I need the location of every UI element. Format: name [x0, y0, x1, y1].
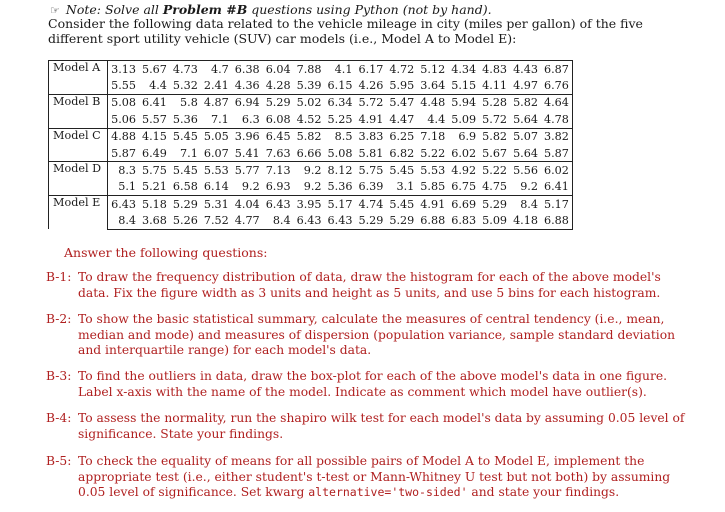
table-cell: 6.9 — [448, 128, 479, 145]
table-cell: 5.22 — [420, 146, 446, 160]
table-cell: 5.17 — [325, 196, 356, 213]
table-row — [49, 213, 573, 230]
table-cell: 4.88 — [108, 128, 139, 145]
table-cell: 3.83 — [355, 128, 386, 145]
table-cell: 5.81 — [358, 146, 384, 160]
table-cell: 6.87 — [541, 61, 572, 78]
question-b2 — [46, 312, 686, 359]
table-cell: 7.18 — [417, 128, 448, 145]
table-cell: 6.25 — [386, 128, 417, 145]
table-cell: 6.39 — [358, 180, 384, 194]
table-cell: 5.47 — [386, 94, 417, 111]
table-cell: 3.82 — [541, 128, 572, 145]
table-cell: 4.47 — [389, 112, 415, 126]
table-cell: 7.1 — [210, 112, 229, 126]
table-cell: 6.17 — [355, 61, 386, 78]
note-bold: Problem #B — [162, 2, 248, 17]
question-b3 — [46, 369, 686, 400]
table-cell: 3.13 — [108, 61, 139, 78]
table-cell: 4.15 — [139, 128, 170, 145]
table-cell: 3.1 — [396, 180, 415, 194]
table-cell: 5.05 — [201, 128, 232, 145]
table-cell: 5.85 — [420, 180, 446, 194]
pointing-hand-icon: ☞ — [50, 4, 60, 17]
table-cell: 5.18 — [139, 196, 170, 213]
table-cell: 6.38 — [232, 61, 263, 78]
table-cell: 5.29 — [263, 94, 294, 111]
table-cell: 6.14 — [203, 180, 229, 194]
table-cell: 5.09 — [479, 213, 510, 230]
table-cell: 5.82 — [510, 94, 541, 111]
table-cell: 6.34 — [325, 94, 356, 111]
note-line — [50, 2, 492, 17]
table-cell: 5.15 — [451, 79, 477, 93]
table-cell: 5.53 — [417, 162, 448, 179]
table-cell: 5.32 — [172, 79, 198, 93]
table-cell: 5.53 — [201, 162, 232, 179]
table-cell: 7.88 — [294, 61, 325, 78]
table-cell: 5.75 — [355, 162, 386, 179]
table-cell: 3.96 — [232, 128, 263, 145]
table-cell: 3.68 — [139, 213, 170, 230]
table-cell: 6.07 — [203, 146, 229, 160]
table-cell: 9.2 — [520, 180, 538, 194]
table-cell: 6.41 — [139, 94, 170, 111]
table-cell: 5.21 — [142, 180, 167, 194]
table-row — [49, 77, 573, 94]
table-cell: 5.25 — [327, 112, 353, 126]
table-cell: 8.4 — [108, 213, 139, 230]
table-cell: 6.02 — [451, 146, 477, 160]
table-cell: 5.39 — [296, 79, 322, 93]
question-text: To assess the normality, run the shapiro wilk test for each model's data by assuming 0.05 level of significance. State your findings. — [78, 411, 685, 441]
table-cell: 4.7 — [201, 61, 232, 78]
question-text: To find the outliers in data, draw the box-plot for each of the above model's data in one figure. Label x-axis with the name of the model. Indicate as comment which model have outlier(s). — [78, 369, 668, 399]
question-b5 — [46, 454, 686, 501]
table-cell: 5.29 — [355, 213, 386, 230]
table-cell: 4.36 — [234, 79, 260, 93]
table-cell: 8.4 — [510, 196, 541, 213]
table-cell: 6.43 — [108, 196, 139, 213]
kwarg-code: alternative='two-sided' — [308, 485, 468, 499]
table-cell: 5.09 — [451, 112, 477, 126]
table-cell: 8.3 — [108, 162, 139, 179]
table-cell: 8.4 — [263, 213, 294, 230]
table-cell: 5.82 — [479, 128, 510, 145]
table-cell: 4.4 — [149, 79, 167, 93]
table-cell: 5.36 — [327, 180, 353, 194]
table-cell: 5.07 — [510, 128, 541, 145]
table-cell: 9.2 — [303, 180, 322, 194]
note-suffix: questions using Python (not by hand). — [247, 2, 492, 17]
table-cell: 3.95 — [294, 196, 325, 213]
table-cell: 4.04 — [232, 196, 263, 213]
table-row — [49, 61, 573, 78]
table-cell: 6.75 — [451, 180, 477, 194]
table-cell: 4.73 — [170, 61, 201, 78]
intro-paragraph: Consider the following data related to the vehicle mileage in city (miles per gallon) of the five different sport utility vehicle (SUV) car models (i.e., Model A to Model E): — [48, 16, 643, 46]
table-cell: 4.91 — [358, 112, 384, 126]
table-cell: 4.18 — [510, 213, 541, 230]
table-cell: 4.87 — [201, 94, 232, 111]
table-cell: 5.67 — [482, 146, 508, 160]
table-cell: 4.92 — [448, 162, 479, 179]
table-cell: 5.56 — [510, 162, 541, 179]
table-cell: 5.06 — [108, 111, 139, 128]
table-row — [49, 111, 573, 128]
table-cell: 9.2 — [294, 162, 325, 179]
table-cell: 5.87 — [541, 145, 572, 162]
table-cell: 9.2 — [241, 180, 260, 194]
table-cell: 5.45 — [386, 196, 417, 213]
table-cell: 4.4 — [427, 112, 446, 126]
table-cell: 4.28 — [265, 79, 291, 93]
table-cell: 5.55 — [108, 77, 139, 94]
table-cell: 6.45 — [263, 128, 294, 145]
table-cell: 5.28 — [479, 94, 510, 111]
table-cell: 4.48 — [417, 94, 448, 111]
table-cell: 2.41 — [203, 79, 229, 93]
question-label: B-2: — [46, 312, 72, 326]
table-cell: 5.1 — [108, 179, 139, 196]
table-cell: 5.87 — [108, 145, 139, 162]
table-cell: 5.64 — [513, 146, 538, 160]
table-cell: 4.52 — [296, 112, 322, 126]
table-cell: 6.94 — [232, 94, 263, 111]
table-cell: 5.95 — [389, 79, 415, 93]
table-cell: 6.43 — [263, 196, 294, 213]
table-cell: 5.36 — [172, 112, 198, 126]
table-row — [49, 196, 573, 213]
table-cell: 4.77 — [232, 213, 263, 230]
table-cell: 6.76 — [541, 77, 572, 94]
question-text — [78, 454, 686, 501]
question-label: B-3: — [46, 369, 72, 383]
table-cell: 5.31 — [201, 196, 232, 213]
table-cell: 4.64 — [541, 94, 572, 111]
table-cell: 6.83 — [448, 213, 479, 230]
table-cell: 6.04 — [263, 61, 294, 78]
note-prefix: Note: Solve all — [65, 2, 163, 17]
table-cell: 5.45 — [386, 162, 417, 179]
table-cell: 4.83 — [479, 61, 510, 78]
model-label: Model A — [49, 61, 108, 95]
table-cell: 5.57 — [142, 112, 167, 126]
table-cell: 6.93 — [265, 180, 291, 194]
table-cell: 4.97 — [513, 79, 538, 93]
table-row — [49, 128, 573, 145]
table-cell: 6.02 — [541, 162, 572, 179]
table-cell: 5.72 — [355, 94, 386, 111]
table-cell: 5.72 — [482, 112, 508, 126]
table-cell: 5.41 — [234, 146, 260, 160]
table-cell: 6.82 — [389, 146, 415, 160]
table-cell: 4.75 — [482, 180, 508, 194]
table-cell: 4.11 — [482, 79, 508, 93]
table-cell: 5.64 — [513, 112, 538, 126]
table-cell: 6.43 — [325, 213, 356, 230]
question-b1 — [46, 270, 686, 301]
table-cell: 7.63 — [265, 146, 291, 160]
question-text: To show the basic statistical summary, calculate the measures of central tendency (i.e., mean, median and mode) and measures of dispersion (population variance, sample standard deviation and interquartile range) for each model's data. — [78, 312, 676, 357]
table-cell: 8.5 — [325, 128, 356, 145]
table-cell: 5.77 — [232, 162, 263, 179]
table-cell: 5.12 — [417, 61, 448, 78]
model-label: Model B — [49, 94, 108, 128]
table-cell: 6.88 — [417, 213, 448, 230]
table-cell: 4.74 — [355, 196, 386, 213]
table-cell: 6.69 — [448, 196, 479, 213]
table-cell: 6.41 — [541, 179, 572, 196]
table-cell: 4.72 — [386, 61, 417, 78]
mileage-table — [48, 60, 573, 230]
model-label: Model C — [49, 128, 108, 162]
table-cell: 6.3 — [241, 112, 260, 126]
table-cell: 4.78 — [541, 111, 572, 128]
table-cell: 4.34 — [448, 61, 479, 78]
table-cell: 5.22 — [479, 162, 510, 179]
table-row — [49, 179, 573, 196]
table-cell: 5.17 — [541, 196, 572, 213]
table-cell: 5.67 — [139, 61, 170, 78]
table-row — [49, 145, 573, 162]
table-cell: 4.43 — [510, 61, 541, 78]
table-cell: 5.45 — [170, 128, 201, 145]
table-cell: 5.26 — [170, 213, 201, 230]
question-label: B-1: — [46, 270, 72, 284]
table-cell: 6.58 — [172, 180, 198, 194]
table-cell: 6.88 — [541, 213, 572, 230]
question-label: B-4: — [46, 411, 72, 425]
table-cell: 5.29 — [479, 196, 510, 213]
table-cell: 5.29 — [170, 196, 201, 213]
table-cell: 5.8 — [170, 94, 201, 111]
table-cell: 7.52 — [201, 213, 232, 230]
table-cell: 5.82 — [294, 128, 325, 145]
table-cell: 6.08 — [265, 112, 291, 126]
table-cell: 5.29 — [386, 213, 417, 230]
table-cell: 4.26 — [358, 79, 384, 93]
table-cell: 6.49 — [142, 146, 167, 160]
question-text-after: and state your findings. — [467, 485, 620, 499]
question-b4 — [46, 411, 686, 442]
table-cell: 7.1 — [180, 146, 198, 160]
table-cell: 4.91 — [417, 196, 448, 213]
question-text-before: To check the equality of means for all possible pairs of Model A to Model E, implement the appropriate test (i.e., either student's t-test or Mann-Whitney U test but not both) by assuming 0.05 level of significance. Set kwarg — [78, 454, 671, 499]
answer-heading: Answer the following questions: — [64, 245, 268, 260]
table-cell: 8.12 — [325, 162, 356, 179]
question-label: B-5: — [46, 454, 72, 468]
table-cell: 5.08 — [327, 146, 353, 160]
model-label: Model D — [49, 162, 108, 196]
table-cell: 7.13 — [263, 162, 294, 179]
table-cell: 6.66 — [296, 146, 322, 160]
table-row — [49, 162, 573, 179]
table-cell: 5.94 — [448, 94, 479, 111]
table-cell: 3.64 — [420, 79, 446, 93]
table-cell: 5.08 — [108, 94, 139, 111]
table-cell: 5.45 — [170, 162, 201, 179]
table-cell: 6.15 — [327, 79, 353, 93]
table-cell: 5.02 — [294, 94, 325, 111]
question-text: To draw the frequency distribution of data, draw the histogram for each of the above model's data. Fix the figure width as 3 units and height as 5 units, and use 5 bins for each histogram. — [78, 270, 661, 300]
table-cell: 5.75 — [139, 162, 170, 179]
model-label: Model E — [49, 196, 108, 230]
table-row — [49, 94, 573, 111]
table-cell: 6.43 — [294, 213, 325, 230]
table-cell: 4.1 — [325, 61, 356, 78]
